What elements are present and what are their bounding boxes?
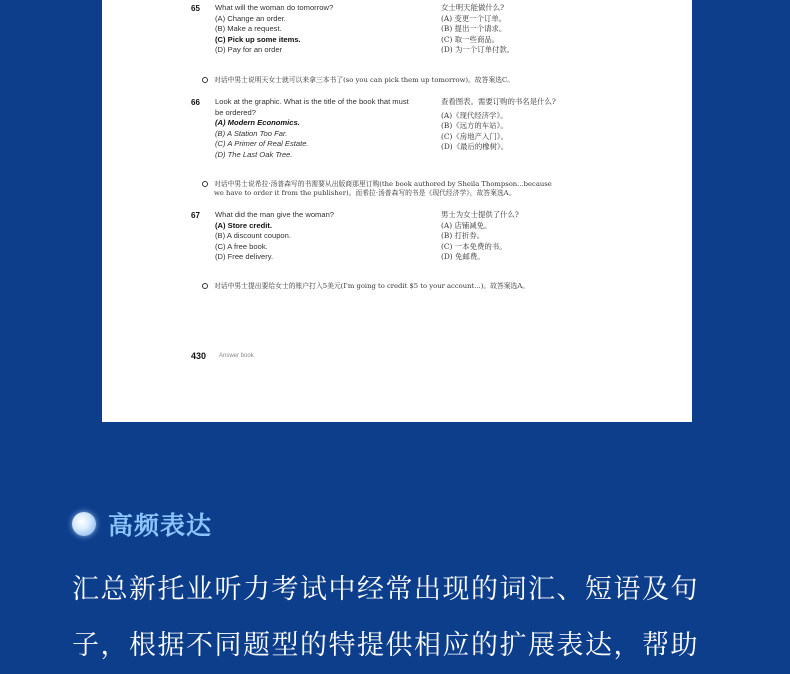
page-number: 430 bbox=[191, 351, 207, 361]
chinese-line: (A)《现代经济学》。 bbox=[441, 110, 508, 120]
question-number: 67 bbox=[191, 211, 200, 220]
question-number: 65 bbox=[191, 4, 200, 13]
section-header bbox=[72, 507, 212, 541]
english-line: (B) Make a request. bbox=[215, 24, 282, 34]
note-line: we have to order it from the publisher)。而希拉·汤普森写的书是《现代经济学》，故答案选A。 bbox=[214, 189, 516, 197]
note-line: 对话中男士说明天女士就可以来拿三本书了(so you can pick them up tomorrow)。故答案选C。 bbox=[214, 76, 515, 84]
section-description bbox=[72, 562, 732, 674]
question-chinese bbox=[441, 210, 641, 263]
english-line-answer: (A) Modern Economics. bbox=[215, 118, 300, 128]
description-line: 子，根据不同题型的特提供相应的扩展表达，帮助 bbox=[72, 630, 699, 661]
english-line: (B) A Station Too Far. bbox=[215, 128, 288, 138]
note-line: 对话中男士说希拉·汤普森写的书需要从出版商那里订购(the book authored by Sheila Thompson...because bbox=[214, 180, 552, 188]
question-english bbox=[215, 97, 435, 161]
english-line: (C) A free book. bbox=[215, 241, 268, 251]
english-line: What did the man give the woman? bbox=[215, 210, 335, 219]
question-chinese bbox=[441, 3, 641, 56]
note-line: 对话中男士提出要给女士的账户打入5美元(I'm going to credit $5 to your account...)。故答案选A。 bbox=[214, 282, 530, 290]
explanation-note bbox=[202, 180, 602, 198]
english-line: Look at the graphic. What is the title of the book that must bbox=[215, 97, 409, 106]
chinese-line: (D) 免邮费。 bbox=[441, 252, 485, 262]
question-english bbox=[215, 3, 435, 56]
bullet-icon bbox=[202, 283, 208, 289]
chinese-line: (B)《远方的车站》。 bbox=[441, 121, 508, 131]
answer-book-page bbox=[102, 0, 692, 422]
bullet-icon bbox=[202, 181, 208, 187]
question-chinese bbox=[441, 97, 641, 153]
chinese-line: (B) 提出一个请求。 bbox=[441, 24, 507, 34]
chinese-line: (D) 为一个订单付款。 bbox=[441, 45, 515, 55]
question-number: 66 bbox=[191, 98, 200, 107]
explanation-note bbox=[202, 282, 602, 291]
description-line: 汇总新托业听力考试中经常出现的词汇、短语及句 bbox=[72, 574, 699, 605]
english-line: What will the woman do tomorrow? bbox=[215, 3, 334, 12]
english-line: (D) Free delivery. bbox=[215, 252, 274, 262]
english-line: (D) The Last Oak Tree. bbox=[215, 149, 293, 159]
english-line: (D) Pay for an order bbox=[215, 45, 283, 55]
bullet-orb-icon bbox=[72, 512, 96, 536]
question-english bbox=[215, 210, 435, 263]
chinese-line: (A) 店铺减免。 bbox=[441, 220, 492, 230]
english-line-answer: (A) Store credit. bbox=[215, 220, 272, 230]
section-title: 高频表达 bbox=[108, 511, 213, 540]
chinese-line: 男士为女士提供了什么? bbox=[441, 210, 519, 219]
chinese-line: (B) 打折券。 bbox=[441, 231, 485, 241]
explanation-note bbox=[202, 76, 602, 85]
chinese-line: 女士明天能做什么? bbox=[441, 3, 505, 12]
english-line: be ordered? bbox=[215, 107, 256, 117]
chinese-line: (C) 一本免费的书。 bbox=[441, 241, 507, 251]
chinese-line: (C) 取一些商品。 bbox=[441, 34, 500, 44]
english-line: (B) A discount coupon. bbox=[215, 231, 291, 241]
page-label: Answer book bbox=[219, 353, 254, 359]
bullet-icon bbox=[202, 77, 208, 83]
chinese-line: (D)《最后的橡树》。 bbox=[441, 142, 509, 152]
english-line-answer: (C) Pick up some items. bbox=[215, 34, 301, 44]
english-line: (C) A Primer of Real Estate. bbox=[215, 139, 309, 149]
chinese-line: (A) 变更一个订单。 bbox=[441, 13, 507, 23]
chinese-line: (C)《房地产入门》。 bbox=[441, 131, 508, 141]
english-line: (A) Change an order. bbox=[215, 13, 286, 23]
chinese-line: 查看图表。需要订购的书名是什么? bbox=[441, 97, 556, 106]
